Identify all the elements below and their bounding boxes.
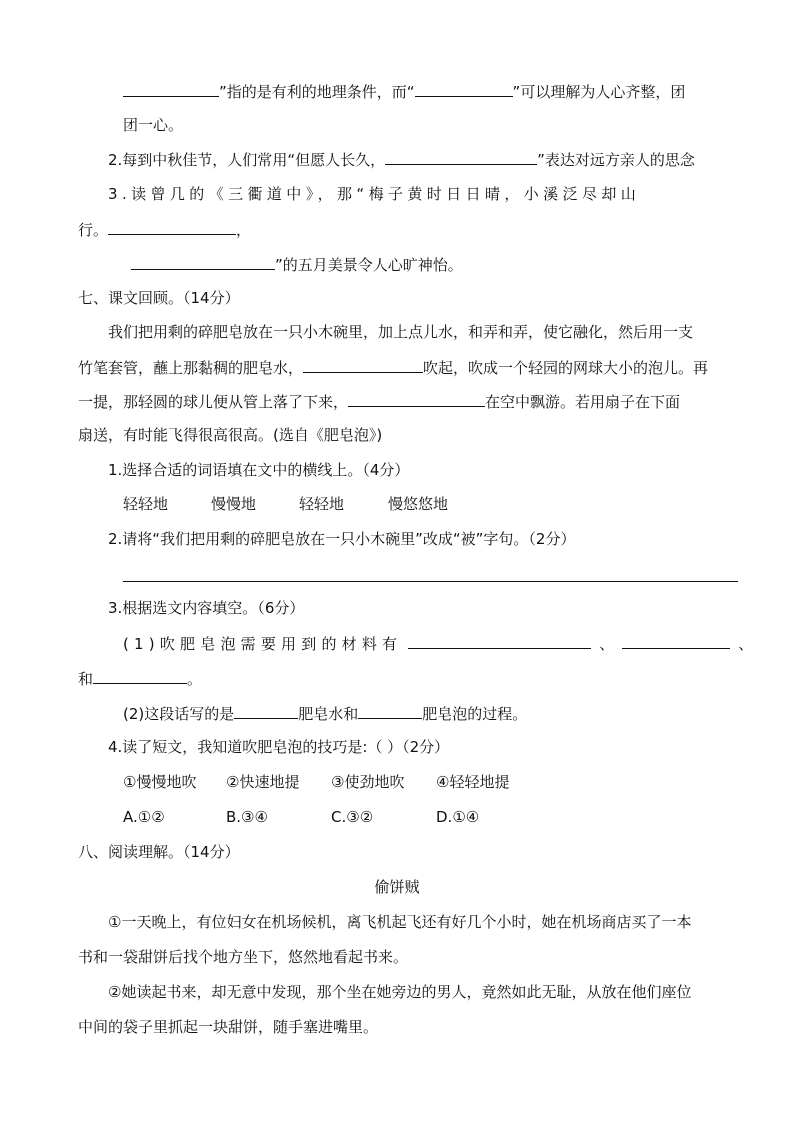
reading-line: 中间的袋子里抓起一块甜饼，随手塞进嘴里。 — [78, 1018, 379, 1036]
section-heading-reading: 八、阅读理解。（14分） — [78, 843, 240, 861]
reading-title: 偷饼贼 — [374, 878, 420, 896]
reading-line: 书和一袋甜饼后找个地方坐下，悠然地看起书来。 — [78, 948, 409, 966]
text-segment: ”的五月美景令人心旷神怡。 — [275, 256, 463, 274]
option-b[interactable]: B.③④ — [226, 808, 268, 826]
text-segment: 2.每到中秋佳节，人们常用“但愿人长久， — [108, 151, 386, 169]
question-fill-content: 3.根据选文内容填空。（6分） — [108, 599, 305, 617]
passage-line: 扇送，有时能飞得很高很高。(选自《肥皂泡》) — [78, 426, 383, 444]
text-segment: (1)吹肥皂泡需要用到的材料有 — [123, 635, 403, 653]
text-segment: 吹起，吹成一个轻园的网球大小的泡儿。再 — [423, 359, 709, 377]
technique-item: ③使劲地吹 — [331, 773, 405, 791]
option-d[interactable]: D.①④ — [436, 808, 480, 826]
answer-blank[interactable] — [385, 148, 537, 165]
answer-blank[interactable] — [415, 80, 513, 97]
answer-line[interactable] — [123, 581, 738, 582]
text-segment: 一提，那轻圆的球儿便从管上落了下来， — [78, 393, 349, 411]
answer-blank[interactable] — [131, 253, 275, 270]
text-segment: ”可以理解为人心齐整，团 — [512, 83, 686, 101]
answer-blank[interactable] — [123, 80, 219, 97]
technique-item: ④轻轻地提 — [436, 773, 510, 791]
passage-line: 我们把用剩的碎肥皂放在一只小木碗里，加上点儿水，和弄和弄，使它融化，然后用一支 — [108, 323, 694, 341]
answer-blank[interactable] — [348, 390, 485, 407]
word-option: 慢慢地 — [211, 495, 257, 513]
question-process — [123, 702, 527, 725]
answer-blank[interactable] — [93, 667, 187, 684]
reading-line: ①一天晚上，有位妇女在机场候机，离飞机起飞还有好几个小时，她在机场商店买了一本 — [108, 913, 692, 931]
text-segment: 肥皂泡的过程。 — [422, 705, 528, 723]
technique-item: ①慢慢地吹 — [123, 773, 197, 791]
question-mid-autumn — [108, 148, 695, 171]
text-segment: 、 — [738, 635, 754, 653]
question-technique: 4.读了短文，我知道吹肥皂泡的技巧是:（ ）（2分） — [108, 738, 450, 756]
answer-blank[interactable] — [408, 632, 591, 649]
text-segment: 、 — [599, 635, 615, 653]
text-segment: ， — [236, 221, 252, 239]
text-segment: ”表达对远方亲人的思念 — [537, 151, 695, 169]
text-segment: ”指的是有利的地理条件，而“ — [219, 83, 415, 101]
word-option: 轻轻地 — [299, 495, 345, 513]
fill-line-geography — [123, 80, 685, 103]
word-option: 慢悠悠地 — [388, 495, 449, 513]
text-segment: 肥皂水和 — [298, 705, 359, 723]
text-segment: 。 — [187, 670, 203, 688]
technique-item: ②快速地提 — [226, 773, 300, 791]
answer-blank[interactable] — [303, 356, 423, 373]
answer-blank[interactable] — [108, 218, 236, 235]
word-option: 轻轻地 — [123, 495, 169, 513]
question-materials — [123, 632, 753, 655]
text-segment: 和 — [78, 670, 94, 688]
text-segment: (2)这段话写的是 — [123, 705, 235, 723]
text-segment: 行。 — [78, 221, 109, 239]
reading-line: ②她读起书来，却无意中发现，那个坐在她旁边的男人，竟然如此无耻，从放在他们座位 — [108, 983, 692, 1001]
answer-blank[interactable] — [358, 702, 422, 719]
text-line: 团一心。 — [123, 116, 184, 134]
passage-line — [78, 356, 708, 379]
passage-line — [78, 390, 680, 413]
answer-blank[interactable] — [622, 632, 730, 649]
answer-blank[interactable] — [234, 702, 298, 719]
fill-line-poem — [78, 218, 251, 241]
text-segment: 竹笔套管，蘸上那黏稠的肥皂水， — [78, 359, 304, 377]
fill-line-poem-2 — [131, 253, 463, 276]
question-choose-words: 1.选择合适的词语填在文中的横线上。（4分） — [108, 461, 410, 479]
option-a[interactable]: A.①② — [123, 808, 165, 826]
section-heading-review: 七、课文回顾。（14分） — [78, 289, 240, 307]
question-bei-sentence: 2.请将“我们把用剩的碎肥皂放在一只小木碗里”改成“被”字句。（2分） — [108, 530, 576, 548]
fill-line-materials — [78, 667, 202, 690]
text-segment: 在空中飘游。若用扇子在下面 — [485, 393, 681, 411]
option-c[interactable]: C.③② — [331, 808, 374, 826]
question-sanqu-poem: 3.读曾几的《三衢道中》，那“梅子黄时日日晴，小溪泛尽却山 — [108, 185, 641, 203]
